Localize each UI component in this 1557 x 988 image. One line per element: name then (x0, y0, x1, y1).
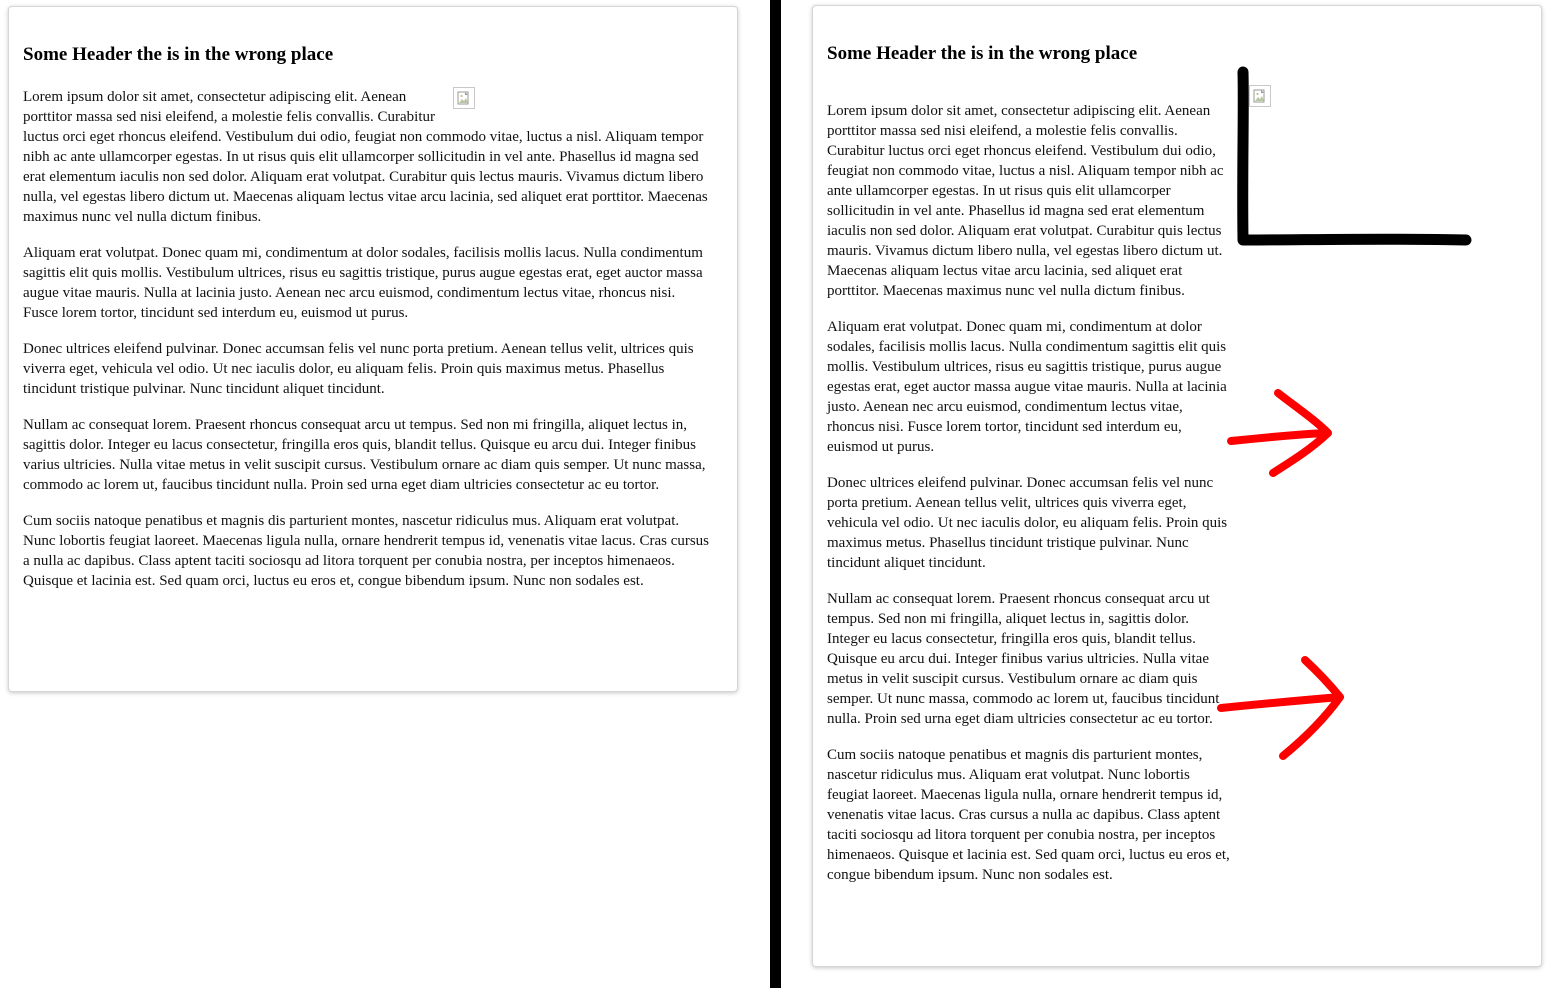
paragraph-4-right: Nullam ac consequat lorem. Praesent rhoncus consequat arcu ut tempus. Sed non mi fringilla, aliquet lectus in, sagittis dolor. Integer eu lacus consectetur, fringilla eros quis, blandit tellus. Quisque eu arcu dui. Integer finibus varius ultricies. Nulla vitae metus in velit suscipit cursus. Vestibulum ornare ac diam quis semper. Ut nunc massa, commodo ac lorem ut, faucibus tincidunt nulla. Proin sed urna eget diam ultricies consectetur ac eu tortor. (827, 591, 1220, 727)
paragraph-1-right: Lorem ipsum dolor sit amet, consectetur adipiscing elit. Aenean porttitor massa sed nisi eleifend, a molestie felis convallis. Curabitur luctus orci eget rhoncus eleifend. Vestibulum dui odio, feugiat non commodo vitae, luctus a nisl. Aliquam tempor nibh ac ante ullamcorper egestas. In ut risus quis elit ullamcorper sollicitudin in vel ante. Phasellus id magna sed erat elementum iaculis non sed dolor. Aliquam erat volutpat. Curabitur quis lectus mauris. Vivamus dictum libero nulla, vel egestas libero dictum ut. Maecenas aliquam lectus vitae arcu lacinia, sed aliquet erat porttitor. Maecenas maximus nunc vel nulla dictum finibus. (827, 103, 1224, 299)
paragraph-4: Nullam ac consequat lorem. Praesent rhoncus consequat arcu ut tempus. Sed non mi fringilla, aliquet lectus in, sagittis dolor. Integer eu lacus consectetur, fringilla eros quis, blandit tellus. Quisque eu arcu dui. Integer finibus varius ultricies. Nulla vitae metus in velit suscipit cursus. Vestibulum ornare ac diam quis semper. Ut nunc massa, commodo ac lorem ut, faucibus tincidunt nulla. Proin sed urna eget diam ultricies consectetur ac eu tortor. (23, 417, 706, 493)
paragraph-5: Cum sociis natoque penatibus et magnis dis parturient montes, nascetur ridiculus mus. Aliquam erat volutpat. Nunc lobortis feugiat laoreet. Maecenas ligula nulla, ornare hendrerit tempus id, venenatis vitae lacus. Cras cursus a nulla ac dapibus. Class aptent taciti sociosqu ad litora torquent per conubia nostra, per inceptos himenaeos. Quisque et lacinia est. Sed quam orci, luctus eu eros et, congue bibendum ipsum. Nunc non sodales est. (23, 513, 710, 589)
article-body (23, 87, 713, 607)
broken-image-icon-right (1249, 85, 1271, 107)
article-body-right (827, 101, 1232, 901)
paragraph-1-text: Lorem ipsum dolor sit amet, consectetur adipiscing elit. Aenean porttitor massa sed nisi eleifend, a molestie felis convallis. Curabitur luctus orci eget rhoncus eleifend. Vestibulum dui odio, feugiat non commodo vitae, luctus a nisl. Aliquam tempor nibh ac ante ullamcorper egestas. In ut risus quis elit ullamcorper sollicitudin in vel ante. Phasellus id magna sed erat elementum iaculis non sed dolor. Aliquam erat volutpat. Curabitur quis lectus mauris. Vivamus dictum libero nulla, vel egestas libero dictum ut. Maecenas aliquam lectus vitae arcu lacinia, sed aliquet erat porttitor. Maecenas maximus nunc vel nulla dictum finibus. (23, 89, 708, 225)
paragraph-3: Donec ultrices eleifend pulvinar. Donec accumsan felis vel nunc porta pretium. Aenean tellus velit, ultrices quis viverra eget, vehicula vel odio. Ut nec iaculis dolor, eu aliquam felis. Proin quis maximus metus. Phasellus tincidunt tristique pulvinar. Nunc tincidunt aliquet tincidunt. (23, 341, 694, 397)
paragraph-1 (23, 87, 713, 227)
panel-divider (770, 0, 781, 988)
right-panel-card (812, 5, 1542, 967)
page-header-right: Some Header the is in the wrong place (827, 43, 1138, 64)
paragraph-2-right: Aliquam erat volutpat. Donec quam mi, condimentum at dolor sodales, facilisis mollis lacus. Nulla condimentum sagittis elit quis mollis. Vestibulum ultrices, risus eu sagittis tristique, purus augue egestas erat, eget auctor massa augue vitae mauris. Nulla at lacinia justo. Aenean nec arcu euismod, condimentum lectus vitae, rhoncus nisi. Fusce lorem tortor, tincidunt sed interdum eu, euismod ut purus. (827, 319, 1227, 455)
broken-image-icon (453, 87, 475, 109)
left-panel-card (8, 6, 738, 692)
paragraph-5-right: Cum sociis natoque penatibus et magnis dis parturient montes, nascetur ridiculus mus. Aliquam erat volutpat. Nunc lobortis feugiat laoreet. Maecenas ligula nulla, ornare hendrerit tempus id, venenatis vitae lacus. Cras cursus a nulla ac dapibus. Class aptent taciti sociosqu ad litora torquent per conubia nostra, per inceptos himenaeos. Quisque et lacinia est. Sed quam orci, luctus eu eros et, congue bibendum ipsum. Nunc non sodales est. (827, 747, 1230, 883)
paragraph-2: Aliquam erat volutpat. Donec quam mi, condimentum at dolor sodales, facilisis mollis lacus. Nulla condimentum sagittis elit quis mollis. Vestibulum ultrices, risus eu sagittis tristique, purus augue egestas erat, eget auctor massa augue vitae mauris. Nulla at lacinia justo. Aenean nec arcu euismod, condimentum lectus vitae, rhoncus nisi. Fusce lorem tortor, tincidunt sed interdum eu, euismod ut purus. (23, 245, 703, 321)
page-header: Some Header the is in the wrong place (23, 44, 334, 65)
paragraph-3-right: Donec ultrices eleifend pulvinar. Donec accumsan felis vel nunc porta pretium. Aenean tellus velit, ultrices quis viverra eget, vehicula vel odio. Ut nec iaculis dolor, eu aliquam felis. Proin quis maximus metus. Phasellus tincidunt tristique pulvinar. Nunc tincidunt aliquet tincidunt. (827, 475, 1228, 571)
